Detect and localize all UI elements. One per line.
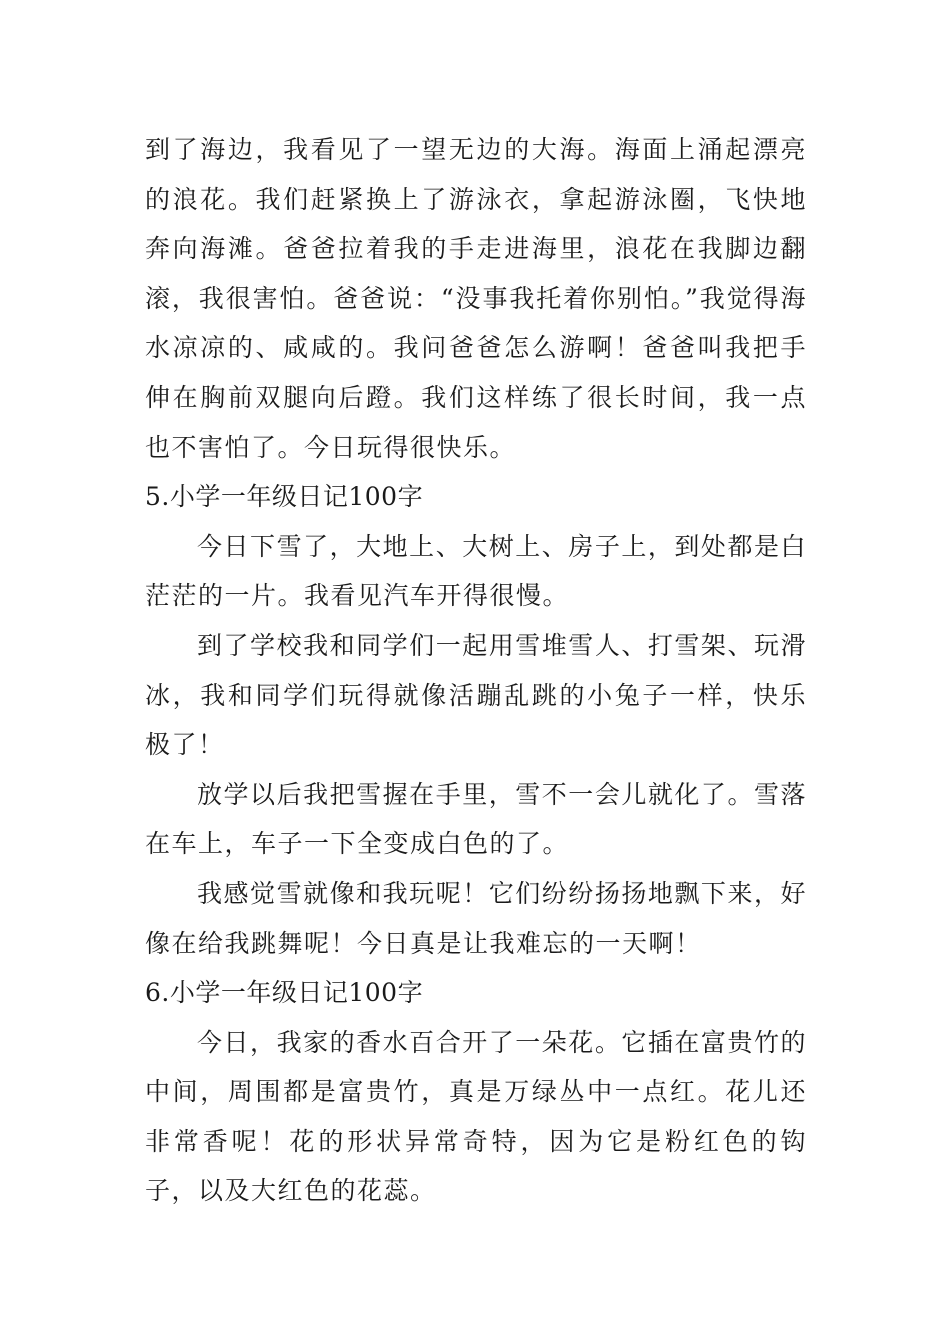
paragraph-snow-dance: 我感觉雪就像和我玩呢！它们纷纷扬扬地飘下来，好像在给我跳舞呢！今日真是让我难忘的一天啊！	[145, 878, 807, 958]
paragraph-snow-melting: 放学以后我把雪握在手里，雪不一会儿就化了。雪落在车上，车子一下全变成白色的了。	[145, 779, 807, 859]
section-heading-5: 5.小学一年级日记100字	[145, 482, 424, 512]
paragraph-beach: 到了海边，我看见了一望无边的大海。海面上涌起漂亮的浪花。我们赶紧换上了游泳衣，拿起游泳圈，飞快地奔向海滩。爸爸拉着我的手走进海里，浪花在我脚边翻滚，我很害怕。爸爸说：“没事我托着你别怕。”我觉得海水凉凉的、咸咸的。我问爸爸怎么游啊！爸爸叫我把手伸在胸前双腿向后蹬。我们这样练了很长时间，我一点也不害怕了。今日玩得很快乐。	[145, 135, 807, 462]
paragraph-snow-day: 今日下雪了，大地上、大树上、房子上，到处都是白茫茫的一片。我看见汽车开得很慢。	[145, 531, 807, 611]
paragraph-lily-flower: 今日，我家的香水百合开了一朵花。它插在富贵竹的中间，周围都是富贵竹，真是万绿丛中一点红。花儿还非常香呢！花的形状异常奇特，因为它是粉红色的钩子，以及大红色的花蕊。	[145, 1027, 807, 1206]
paragraph-school-snow-play: 到了学校我和同学们一起用雪堆雪人、打雪架、玩滑冰，我和同学们玩得就像活蹦乱跳的小兔子一样，快乐极了！	[145, 630, 807, 760]
document-body	[145, 125, 807, 1216]
section-heading-6: 6.小学一年级日记100字	[145, 978, 424, 1008]
